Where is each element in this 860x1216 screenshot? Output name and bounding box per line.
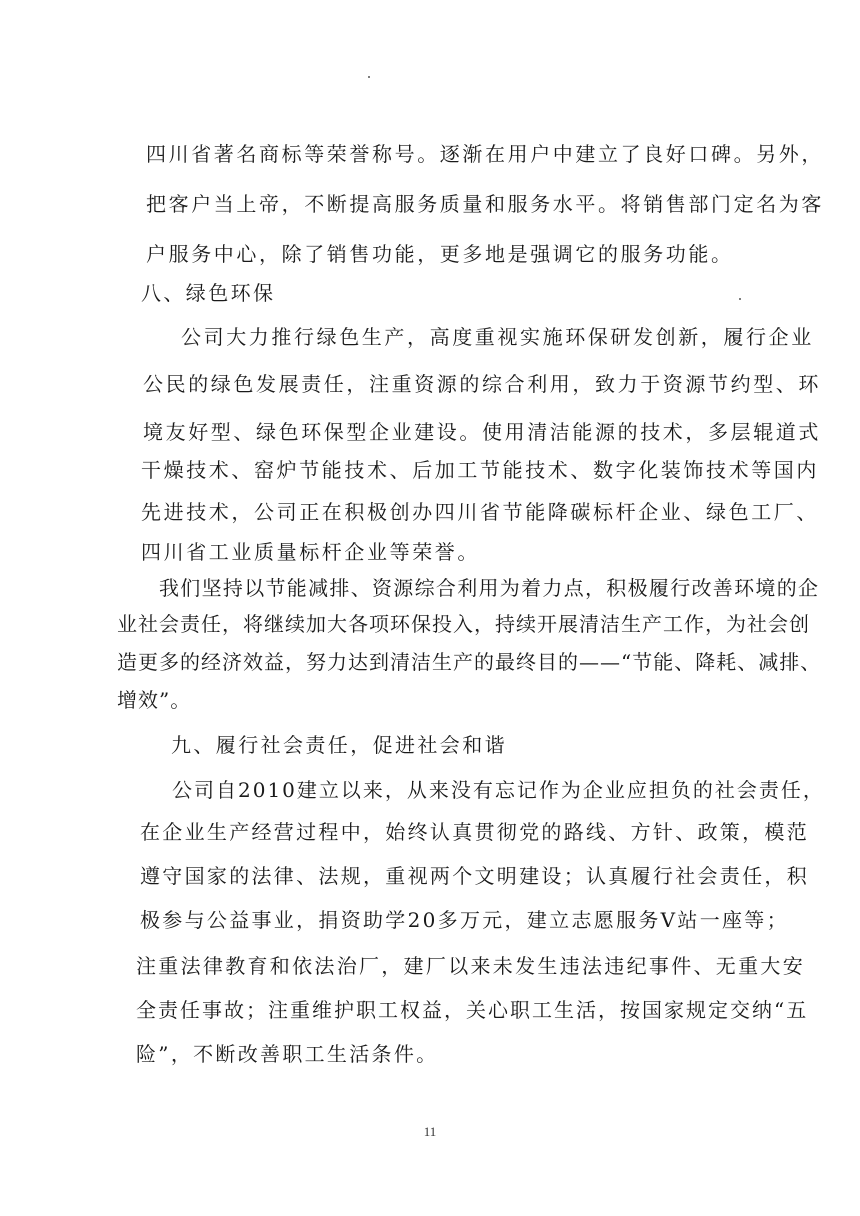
body-line: 我们坚持以节能减排、资源综合利用为着力点，积极履行改善环境的企 <box>159 576 820 600</box>
body-line: 公司大力推行绿色生产，高度重视实施环保研发创新，履行企业 <box>181 325 814 349</box>
body-line: 极参与公益事业，捐资助学20多万元，建立志愿服务V站一座等； <box>140 908 789 932</box>
body-line: 公司自2010建立以来，从来没有忘记作为企业应担负的社会责任， <box>172 778 825 802</box>
body-line: 增效”。 <box>117 688 192 712</box>
body-line: 公民的绿色发展责任，注重资源的综合利用，致力于资源节约型、环 <box>143 372 821 396</box>
scan-speck <box>368 76 370 78</box>
body-line: 造更多的经济效益，努力达到清洁生产的最终目的——“节能、降耗、减排、 <box>117 650 822 674</box>
body-line: 注重法律教育和依法治厂，建厂以来未发生违法违纪事件、无重大安 <box>136 954 805 978</box>
scan-speck <box>739 298 741 300</box>
body-line: 业社会责任，将继续加大各项环保投入，持续开展清洁生产工作，为社会创 <box>117 612 810 636</box>
body-line: 把客户当上帝，不断提高服务质量和服务水平。将销售部门定名为客 <box>146 192 824 216</box>
body-line: 四川省著名商标等荣誉称号。逐渐在用户中建立了良好口碑。另外， <box>146 142 824 166</box>
section-heading-9: 九、履行社会责任，促进社会和谐 <box>171 733 507 757</box>
body-line: 全责任事故；注重维护职工权益，关心职工生活，按国家规定交纳“五 <box>136 998 809 1022</box>
body-line: 险”，不断改善职工生活条件。 <box>136 1042 439 1066</box>
body-line: 先进技术，公司正在积极创办四川省节能降碳标杆企业、绿色工厂、 <box>141 500 819 524</box>
body-line: 干燥技术、窑炉节能技术、后加工节能技术、数字化装饰技术等国内 <box>141 458 819 482</box>
body-line: 遵守国家的法律、法规，重视两个文明建设；认真履行社会责任，积 <box>140 864 809 888</box>
body-line: 在企业生产经营过程中，始终认真贯彻党的路线、方针、政策，模范 <box>140 820 809 844</box>
body-line: 四川省工业质量标杆企业等荣誉。 <box>141 540 480 564</box>
page-number: 11 <box>423 1124 437 1139</box>
section-heading-8: 八、绿色环保 <box>141 281 276 305</box>
body-line: 境友好型、绿色环保型企业建设。使用清洁能源的技术，多层辊道式 <box>143 420 821 444</box>
body-line: 户服务中心，除了销售功能，更多地是强调它的服务功能。 <box>146 242 734 266</box>
